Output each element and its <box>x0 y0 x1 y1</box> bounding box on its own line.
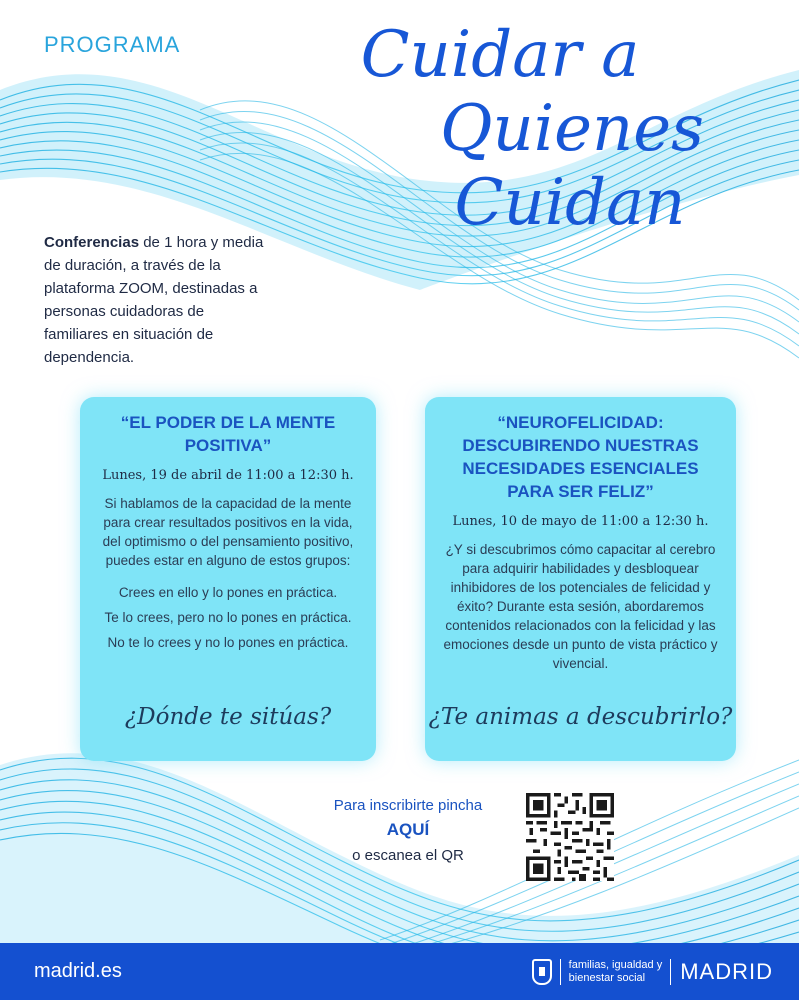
session-description: ¿Y si descubrimos cómo capacitar al cerebro para adquirir habilidades y desbloquear inhibidores de los potenciales de felicidad y éxito? Durante esta sesión, abordaremos contenidos relacionados con la felicidad y las emociones desde un punto de vista práctico y vivencial. <box>443 542 718 671</box>
madrid-crest-icon <box>532 959 552 985</box>
title-line-2: Quienes <box>440 92 704 166</box>
footer-bar <box>0 943 799 1000</box>
session-card-2 <box>425 397 736 761</box>
footer-department <box>560 959 671 985</box>
session-title: “EL PODER DE LA MENTE POSITIVA” <box>120 413 336 455</box>
qr-code-icon[interactable] <box>526 793 614 881</box>
session-question: ¿Dónde te sitúas? <box>124 704 332 730</box>
option-item: Crees en ello y lo pones en práctica. <box>118 585 338 600</box>
program-label: PROGRAMA <box>44 32 181 57</box>
dept-line-1: familias, igualdad y <box>568 959 663 971</box>
title-line-3: Cuidan <box>454 166 686 240</box>
title-line-1: Cuidar a <box>360 18 640 92</box>
register-link[interactable]: AQUÍ <box>386 820 430 839</box>
footer-branding <box>532 954 773 990</box>
registration-cta <box>305 797 511 864</box>
cta-text: Para inscribirte pincha <box>333 797 483 814</box>
cta-qr-text: o escanea el QR <box>352 847 464 864</box>
intro-bold: Conferencias <box>44 234 140 251</box>
option-item: No te lo crees y no lo pones en práctica. <box>107 635 349 650</box>
session-question: ¿Te animas a descubrirlo? <box>428 704 733 730</box>
session-title: “NEUROFELICIDAD: DESCUBIRENDO NUESTRAS NECESIDADES ESENCIALES PARA SER FELIZ” <box>462 413 699 501</box>
session-description: Si hablamos de la capacidad de la mente para crear resultados positivos en la vida, del optimismo o del pensamiento positivo, puedes estar en alguno de estos grupos: <box>102 496 354 568</box>
option-item: Te lo crees, pero no lo pones en práctica. <box>104 610 352 625</box>
session-date: Lunes, 19 de abril de 11:00 a 12:30 h. <box>102 468 354 483</box>
session-date: Lunes, 10 de mayo de 11:00 a 12:30 h. <box>452 514 709 529</box>
intro-body: de 1 hora y media de duración, a través de la plataforma ZOOM, destinadas a personas cuidadoras de familiares en situación de dependencia. <box>44 234 264 366</box>
program-title <box>330 18 704 240</box>
dept-line-2: bienestar social <box>568 972 646 984</box>
session-card-1 <box>80 397 376 761</box>
footer-site-link[interactable]: madrid.es <box>34 960 122 982</box>
footer-city: MADRID <box>670 959 773 985</box>
session-options <box>80 580 376 655</box>
intro-text <box>44 231 264 369</box>
